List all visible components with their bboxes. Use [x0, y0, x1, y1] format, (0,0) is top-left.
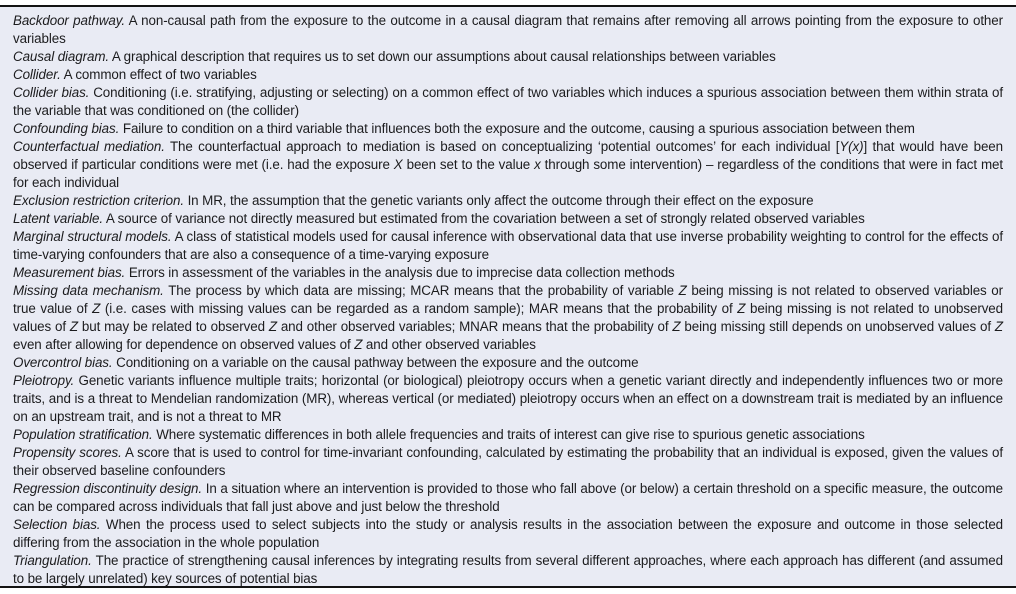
glossary-entry — [13, 84, 1003, 120]
glossary-entry — [13, 354, 1003, 372]
entry-definition: A source of variance not directly measured but estimated from the covariation between a set of strongly related observed variables — [105, 211, 865, 226]
entry-definition: A class of statistical models used for causal inference with observational data that use inverse probability weighting to control for the effects of time-varying confounders that are also a consequence of a time-varying exposure — [13, 229, 1003, 262]
glossary-entry — [13, 372, 1003, 426]
glossary-entry — [13, 48, 1003, 66]
entry-definition: A common effect of two variables — [63, 67, 257, 82]
entry-definition: A graphical description that requires us to set down our assumptions about causal relationships between variables — [111, 49, 776, 64]
entry-definition: When the process used to select subjects into the study or analysis results in the association between the exposure and outcome in those selected differing from the association in the whole population — [13, 517, 1004, 550]
glossary-entry — [13, 66, 1003, 84]
entry-term: Overcontrol bias. — [13, 355, 113, 370]
glossary-entry — [13, 12, 1003, 48]
entry-term: Collider. — [13, 67, 61, 82]
entry-term: Exclusion restriction criterion. — [13, 193, 184, 208]
entry-term: Confounding bias. — [13, 121, 120, 136]
entry-term: Backdoor pathway. — [13, 13, 125, 28]
entry-term: Marginal structural models. — [13, 229, 172, 244]
glossary-entry — [13, 228, 1003, 264]
entry-definition: Where systematic differences in both allele frequencies and traits of interest can give rise to spurious genetic associations — [156, 427, 865, 442]
glossary-entry — [13, 282, 1003, 354]
entry-term: Population stratification. — [13, 427, 153, 442]
glossary-entry — [13, 210, 1003, 228]
glossary-entry — [13, 480, 1003, 516]
glossary-box — [0, 5, 1016, 588]
entry-definition: Conditioning (i.e. stratifying, adjusting or selecting) on a common effect of two variables which induces a spurious association between them within strata of the variable that was conditioned on (the collider) — [13, 85, 1003, 118]
entry-definition: Conditioning on a variable on the causal pathway between the exposure and the outcome — [116, 355, 639, 370]
entry-definition: The counterfactual approach to mediation is based on conceptualizing ‘potential outcomes’ for each individual [Y(x)] that would have been observed if particular conditions were met (i.e. had the exposure X been set to the value x through some intervention) – regardless of the conditions that were in fact met for each individual — [13, 139, 1003, 190]
glossary-entry — [13, 138, 1003, 192]
entry-term: Latent variable. — [13, 211, 103, 226]
glossary-entry — [13, 426, 1003, 444]
entry-definition: A score that is used to control for time-invariant confounding, calculated by estimating the probability that an individual is exposed, given the values of their observed baseline confounders — [13, 445, 1003, 478]
glossary-entry — [13, 120, 1003, 138]
entry-term: Counterfactual mediation. — [13, 139, 165, 154]
entry-term: Collider bias. — [13, 85, 90, 100]
entry-term: Measurement bias. — [13, 265, 126, 280]
glossary-entry — [13, 192, 1003, 210]
entry-term: Regression discontinuity design. — [13, 481, 203, 496]
entry-definition: The practice of strengthening causal inferences by integrating results from several different approaches, where each approach has different (and assumed to be largely unrelated) key sources of potential bias — [13, 553, 1003, 586]
entry-term: Missing data mechanism. — [13, 283, 164, 298]
entry-definition: Genetic variants influence multiple traits; horizontal (or biological) pleiotropy occurs when a genetic variant directly and independently influences two or more traits, and is a threat to Mendelian randomization (MR), whereas vertical (or mediated) pleiotropy occurs when an effect on a downstream trait is mediated by an influence on an upstream trait, and is not a threat to MR — [13, 373, 1003, 424]
entry-term: Triangulation. — [13, 553, 92, 568]
entry-term: Causal diagram. — [13, 49, 110, 64]
glossary-entry — [13, 516, 1003, 552]
entry-term: Pleiotropy. — [13, 373, 75, 388]
entry-definition: A non-causal path from the exposure to the outcome in a causal diagram that remains after removing all arrows pointing from the exposure to other variables — [13, 13, 1003, 46]
entry-term: Selection bias. — [13, 517, 101, 532]
entry-term: Propensity scores. — [13, 445, 122, 460]
glossary-list — [13, 12, 1003, 588]
glossary-entry — [13, 552, 1003, 588]
entry-definition: In MR, the assumption that the genetic variants only affect the outcome through their effect on the exposure — [187, 193, 814, 208]
glossary-entry — [13, 444, 1003, 480]
entry-definition: The process by which data are missing; MCAR means that the probability of variable Z being missing is not related to observed variables or true value of Z (i.e. cases with missing values can be regarded as a random sample); MAR means that the probability of Z being missing is not related to unobserved values of Z but may be related to observed Z and other observed variables; MNAR means that the probability of Z being missing still depends on unobserved values of Z even after allowing for dependence on observed values of Z and other observed variables — [13, 283, 1003, 352]
entry-definition: In a situation where an intervention is provided to those who fall above (or below) a certain threshold on a specific measure, the outcome can be compared across individuals that fall just above and just below the threshold — [13, 481, 1003, 514]
entry-definition: Errors in assessment of the variables in the analysis due to imprecise data collection methods — [128, 265, 675, 280]
glossary-entry — [13, 264, 1003, 282]
entry-definition: Failure to condition on a third variable that influences both the exposure and the outcome, causing a spurious association between them — [122, 121, 915, 136]
